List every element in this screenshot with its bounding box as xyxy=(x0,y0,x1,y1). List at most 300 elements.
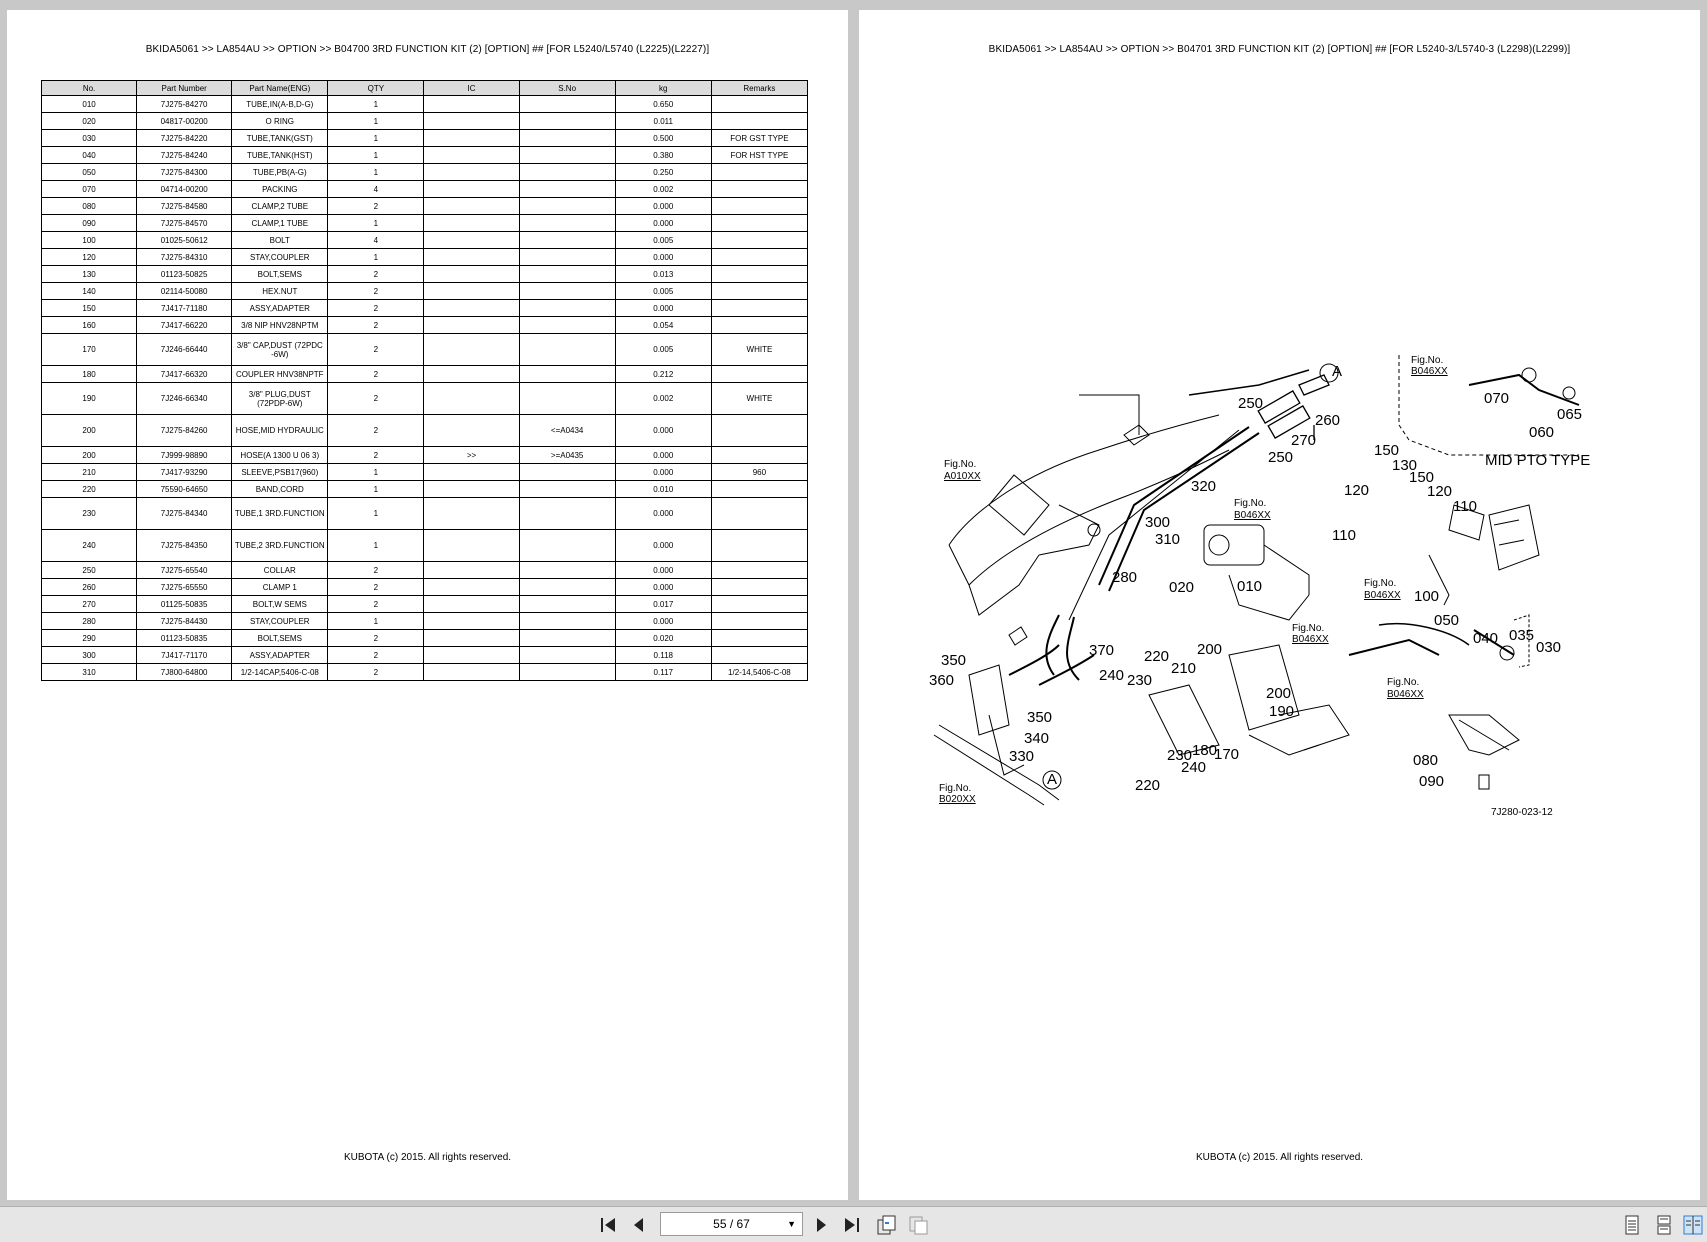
table-row xyxy=(42,300,808,317)
table-cell-no: 290 xyxy=(42,630,137,647)
table-cell-ic xyxy=(424,317,519,334)
table-cell-kg: 0.020 xyxy=(615,630,711,647)
svg-text:070: 070 xyxy=(1484,390,1510,407)
chevron-down-icon[interactable]: ▼ xyxy=(787,1219,796,1229)
table-cell-sno xyxy=(519,647,615,664)
svg-text:110: 110 xyxy=(1453,498,1477,515)
page-number-field[interactable] xyxy=(660,1212,803,1236)
table-cell-sno xyxy=(519,383,615,415)
svg-text:A: A xyxy=(1332,363,1343,380)
table-cell-ic xyxy=(424,300,519,317)
column-header: No. xyxy=(42,81,137,96)
table-cell-remarks xyxy=(711,113,807,130)
continuous-view-icon[interactable] xyxy=(1652,1213,1676,1237)
table-cell-sno xyxy=(519,664,615,681)
table-cell-kg: 0.000 xyxy=(615,498,711,530)
table-cell-ic: >> xyxy=(424,447,519,464)
table-cell-part: 7J275-84570 xyxy=(137,215,232,232)
table-cell-ic xyxy=(424,664,519,681)
table-cell-part: 7J246-66340 xyxy=(137,383,232,415)
svg-text:370: 370 xyxy=(1089,642,1115,659)
page-header: BKIDA5061 >> LA854AU >> OPTION >> B04701 3RD FUNCTION KIT (2) [OPTION] ## [FOR L5240-3/L5740-3 (L2298)(L2299)] xyxy=(988,44,1571,55)
svg-text:230: 230 xyxy=(1167,747,1193,764)
left-page xyxy=(7,10,848,1200)
table-cell-no: 160 xyxy=(42,317,137,334)
svg-text:120: 120 xyxy=(1344,482,1370,499)
table-cell-name: HOSE(A 1300 U 06 3) xyxy=(232,447,328,464)
table-cell-name: HOSE,MID HYDRAULIC xyxy=(232,415,328,447)
table-cell-sno xyxy=(519,530,615,562)
table-row xyxy=(42,415,808,447)
table-cell-name: CLAMP 1 xyxy=(232,579,328,596)
table-cell-remarks xyxy=(711,283,807,300)
table-row xyxy=(42,130,808,147)
table-cell-ic xyxy=(424,596,519,613)
table-cell-part: 7J417-71170 xyxy=(137,647,232,664)
table-cell-kg: 0.500 xyxy=(615,130,711,147)
table-cell-ic xyxy=(424,334,519,366)
table-row xyxy=(42,481,808,498)
first-page-icon[interactable] xyxy=(596,1213,620,1237)
table-cell-name: BOLT xyxy=(232,232,328,249)
table-cell-qty: 2 xyxy=(328,198,424,215)
table-cell-kg: 0.005 xyxy=(615,283,711,300)
table-cell-ic xyxy=(424,630,519,647)
table-cell-name: STAY,COUPLER xyxy=(232,613,328,630)
table-cell-no: 100 xyxy=(42,232,137,249)
table-cell-no: 220 xyxy=(42,481,137,498)
svg-text:200: 200 xyxy=(1197,641,1223,658)
table-cell-remarks: 960 xyxy=(711,464,807,481)
column-header: S.No xyxy=(519,81,615,96)
table-cell-ic xyxy=(424,415,519,447)
table-cell-part: 02114-50080 xyxy=(137,283,232,300)
svg-text:010: 010 xyxy=(1237,578,1263,595)
svg-text:Fig.No.: Fig.No. xyxy=(1292,623,1325,634)
table-cell-kg: 0.118 xyxy=(615,647,711,664)
table-cell-ic xyxy=(424,147,519,164)
table-cell-ic xyxy=(424,562,519,579)
svg-text:220: 220 xyxy=(1135,777,1161,794)
table-body xyxy=(42,96,808,681)
table-cell-remarks xyxy=(711,498,807,530)
table-cell-ic xyxy=(424,613,519,630)
two-page-view-icon[interactable] xyxy=(1682,1213,1704,1237)
table-cell-name: COUPLER HNV38NPTF xyxy=(232,366,328,383)
table-cell-sno xyxy=(519,147,615,164)
table-cell-sno xyxy=(519,498,615,530)
svg-text:110: 110 xyxy=(1332,527,1356,544)
column-header: IC xyxy=(424,81,519,96)
table-cell-qty: 2 xyxy=(328,300,424,317)
table-cell-kg: 0.013 xyxy=(615,266,711,283)
table-row xyxy=(42,630,808,647)
table-cell-kg: 0.000 xyxy=(615,215,711,232)
single-page-view-icon[interactable] xyxy=(1620,1213,1644,1237)
svg-text:300: 300 xyxy=(1145,514,1171,531)
table-cell-qty: 1 xyxy=(328,498,424,530)
table-cell-remarks xyxy=(711,164,807,181)
table-cell-kg: 0.000 xyxy=(615,198,711,215)
table-row xyxy=(42,383,808,415)
table-cell-no: 120 xyxy=(42,249,137,266)
table-row xyxy=(42,664,808,681)
column-header: Part Number xyxy=(137,81,232,96)
svg-text:Fig.No.: Fig.No. xyxy=(944,459,977,470)
table-row xyxy=(42,198,808,215)
table-cell-qty: 2 xyxy=(328,283,424,300)
table-cell-remarks xyxy=(711,415,807,447)
svg-text:240: 240 xyxy=(1181,759,1207,776)
table-row xyxy=(42,579,808,596)
table-cell-qty: 1 xyxy=(328,215,424,232)
table-cell-sno xyxy=(519,596,615,613)
rotate-icon[interactable] xyxy=(874,1213,898,1237)
table-cell-remarks xyxy=(711,249,807,266)
table-row xyxy=(42,283,808,300)
table-cell-sno xyxy=(519,96,615,113)
table-row xyxy=(42,96,808,113)
table-cell-sno xyxy=(519,249,615,266)
table-cell-remarks xyxy=(711,215,807,232)
table-cell-qty: 1 xyxy=(328,530,424,562)
svg-text:B046XX: B046XX xyxy=(1411,366,1448,377)
table-cell-kg: 0.000 xyxy=(615,613,711,630)
table-cell-no: 250 xyxy=(42,562,137,579)
table-cell-sno: <=A0434 xyxy=(519,415,615,447)
svg-text:A: A xyxy=(1047,771,1058,788)
svg-text:150: 150 xyxy=(1409,469,1435,486)
page-footer: KUBOTA (c) 2015. All rights reserved. xyxy=(343,1152,512,1163)
svg-text:260: 260 xyxy=(1315,412,1341,429)
table-cell-ic xyxy=(424,647,519,664)
table-row xyxy=(42,147,808,164)
table-cell-remarks xyxy=(711,481,807,498)
table-cell-sno xyxy=(519,613,615,630)
table-cell-ic xyxy=(424,530,519,562)
table-cell-remarks xyxy=(711,317,807,334)
table-row xyxy=(42,447,808,464)
table-row xyxy=(42,613,808,630)
table-cell-remarks: 1/2-14,5406-C-08 xyxy=(711,664,807,681)
table-cell-ic xyxy=(424,283,519,300)
table-cell-part: 01025-50612 xyxy=(137,232,232,249)
table-row xyxy=(42,366,808,383)
svg-text:210: 210 xyxy=(1171,660,1197,677)
table-cell-no: 140 xyxy=(42,283,137,300)
svg-text:240: 240 xyxy=(1099,667,1125,684)
table-cell-no: 310 xyxy=(42,664,137,681)
table-cell-part: 7J275-65550 xyxy=(137,579,232,596)
table-cell-sno xyxy=(519,317,615,334)
table-cell-qty: 1 xyxy=(328,113,424,130)
svg-text:150: 150 xyxy=(1374,442,1400,459)
table-cell-no: 210 xyxy=(42,464,137,481)
table-cell-kg: 0.002 xyxy=(615,181,711,198)
table-row xyxy=(42,498,808,530)
table-cell-name: CLAMP,2 TUBE xyxy=(232,198,328,215)
table-cell-kg: 0.005 xyxy=(615,334,711,366)
table-cell-part: 7J275-84220 xyxy=(137,130,232,147)
svg-text:230: 230 xyxy=(1127,672,1153,689)
table-cell-name: TUBE,PB(A-G) xyxy=(232,164,328,181)
table-cell-name: O RING xyxy=(232,113,328,130)
table-cell-remarks xyxy=(711,647,807,664)
table-cell-remarks: FOR HST TYPE xyxy=(711,147,807,164)
table-cell-part: 7J275-84430 xyxy=(137,613,232,630)
table-cell-name: BOLT,W SEMS xyxy=(232,596,328,613)
svg-text:120: 120 xyxy=(1427,483,1453,500)
table-cell-part: 7J275-84270 xyxy=(137,96,232,113)
table-cell-name: 3/8" PLUG,DUST (72PDP-6W) xyxy=(232,383,328,415)
table-cell-ic xyxy=(424,579,519,596)
svg-text:020: 020 xyxy=(1169,579,1195,596)
exploded-parts-diagram xyxy=(929,355,1659,895)
right-page xyxy=(859,10,1700,1200)
svg-text:Fig.No.: Fig.No. xyxy=(939,783,972,794)
table-cell-no: 150 xyxy=(42,300,137,317)
table-cell-ic xyxy=(424,215,519,232)
table-cell-qty: 2 xyxy=(328,630,424,647)
svg-text:280: 280 xyxy=(1112,569,1138,586)
table-cell-sno xyxy=(519,579,615,596)
table-cell-name: BOLT,SEMS xyxy=(232,630,328,647)
table-cell-qty: 2 xyxy=(328,447,424,464)
svg-text:250: 250 xyxy=(1238,395,1264,412)
svg-text:B046XX: B046XX xyxy=(1234,510,1271,521)
table-cell-kg: 0.650 xyxy=(615,96,711,113)
svg-text:350: 350 xyxy=(941,652,967,669)
table-cell-qty: 4 xyxy=(328,232,424,249)
svg-text:180: 180 xyxy=(1192,742,1218,759)
table-cell-sno xyxy=(519,562,615,579)
table-cell-kg: 0.000 xyxy=(615,464,711,481)
table-cell-qty: 1 xyxy=(328,464,424,481)
page-indicator: 55 / 67 xyxy=(713,1217,750,1231)
table-cell-name: TUBE,TANK(HST) xyxy=(232,147,328,164)
table-cell-no: 030 xyxy=(42,130,137,147)
drawing-number: 7J280-023-12 xyxy=(1491,807,1553,818)
table-cell-qty: 2 xyxy=(328,579,424,596)
table-cell-name: ASSY,ADAPTER xyxy=(232,647,328,664)
table-cell-name: 3/8 NIP HNV28NPTM xyxy=(232,317,328,334)
svg-text:B046XX: B046XX xyxy=(1292,634,1329,645)
table-row xyxy=(42,232,808,249)
table-cell-no: 180 xyxy=(42,366,137,383)
table-cell-part: 04817-00200 xyxy=(137,113,232,130)
table-cell-no: 240 xyxy=(42,530,137,562)
table-cell-part: 7J999-98890 xyxy=(137,447,232,464)
table-cell-part: 04714-00200 xyxy=(137,181,232,198)
table-cell-kg: 0.000 xyxy=(615,415,711,447)
table-cell-sno xyxy=(519,130,615,147)
table-cell-sno xyxy=(519,334,615,366)
svg-text:190: 190 xyxy=(1269,703,1295,720)
table-cell-qty: 2 xyxy=(328,664,424,681)
table-cell-no: 130 xyxy=(42,266,137,283)
table-cell-sno xyxy=(519,164,615,181)
table-cell-part: 7J275-65540 xyxy=(137,562,232,579)
table-cell-qty: 2 xyxy=(328,647,424,664)
table-cell-no: 260 xyxy=(42,579,137,596)
table-cell-kg: 0.000 xyxy=(615,249,711,266)
table-cell-kg: 0.000 xyxy=(615,562,711,579)
table-cell-qty: 2 xyxy=(328,334,424,366)
table-cell-no: 050 xyxy=(42,164,137,181)
table-cell-part: 7J417-66320 xyxy=(137,366,232,383)
table-cell-ic xyxy=(424,198,519,215)
table-cell-ic xyxy=(424,266,519,283)
svg-text:Fig.No.: Fig.No. xyxy=(1387,677,1420,688)
svg-text:060: 060 xyxy=(1529,424,1555,441)
table-cell-part: 7J246-66440 xyxy=(137,334,232,366)
table-cell-part: 7J417-66220 xyxy=(137,317,232,334)
table-cell-sno xyxy=(519,464,615,481)
table-cell-qty: 2 xyxy=(328,317,424,334)
table-cell-kg: 0.000 xyxy=(615,300,711,317)
table-cell-ic xyxy=(424,130,519,147)
table-cell-kg: 0.005 xyxy=(615,232,711,249)
table-cell-name: BAND,CORD xyxy=(232,481,328,498)
table-cell-remarks: WHITE xyxy=(711,383,807,415)
table-cell-name: 3/8" CAP,DUST (72PDC -6W) xyxy=(232,334,328,366)
table-cell-sno xyxy=(519,630,615,647)
table-cell-no: 300 xyxy=(42,647,137,664)
table-row xyxy=(42,464,808,481)
table-cell-sno xyxy=(519,232,615,249)
table-cell-sno xyxy=(519,300,615,317)
table-cell-remarks xyxy=(711,630,807,647)
table-cell-kg: 0.000 xyxy=(615,530,711,562)
table-cell-remarks xyxy=(711,596,807,613)
table-cell-part: 01123-50825 xyxy=(137,266,232,283)
column-header: Part Name(ENG) xyxy=(232,81,328,96)
table-row xyxy=(42,181,808,198)
table-cell-part: 01125-50835 xyxy=(137,596,232,613)
table-cell-remarks xyxy=(711,266,807,283)
table-cell-part: 7J417-93290 xyxy=(137,464,232,481)
table-row xyxy=(42,215,808,232)
svg-text:200: 200 xyxy=(1266,685,1292,702)
table-row xyxy=(42,596,808,613)
table-cell-ic xyxy=(424,464,519,481)
table-cell-kg: 0.054 xyxy=(615,317,711,334)
table-cell-sno xyxy=(519,283,615,300)
table-cell-remarks xyxy=(711,232,807,249)
table-cell-qty: 1 xyxy=(328,613,424,630)
viewer-toolbar xyxy=(0,1206,1707,1242)
svg-text:130: 130 xyxy=(1392,457,1418,474)
svg-text:B046XX: B046XX xyxy=(1387,689,1424,700)
table-cell-no: 280 xyxy=(42,613,137,630)
table-cell-name: TUBE,1 3RD.FUNCTION xyxy=(232,498,328,530)
table-cell-kg: 0.017 xyxy=(615,596,711,613)
table-cell-part: 7J275-84580 xyxy=(137,198,232,215)
table-cell-name: TUBE,IN(A-B,D-G) xyxy=(232,96,328,113)
table-cell-name: ASSY,ADAPTER xyxy=(232,300,328,317)
table-cell-remarks xyxy=(711,613,807,630)
column-header: Remarks xyxy=(711,81,807,96)
table-cell-qty: 2 xyxy=(328,383,424,415)
table-cell-no: 070 xyxy=(42,181,137,198)
table-cell-sno xyxy=(519,481,615,498)
page-header: BKIDA5061 >> LA854AU >> OPTION >> B04700 3RD FUNCTION KIT (2) [OPTION] ## [FOR L5240/L5740 (L2225)(L2227)] xyxy=(145,44,710,55)
column-header: QTY xyxy=(328,81,424,96)
table-cell-name: COLLAR xyxy=(232,562,328,579)
svg-text:360: 360 xyxy=(929,672,955,689)
svg-text:030: 030 xyxy=(1536,639,1562,656)
column-header: kg xyxy=(615,81,711,96)
svg-text:Fig.No.: Fig.No. xyxy=(1411,355,1444,366)
svg-text:330: 330 xyxy=(1009,748,1035,765)
table-cell-name: 1/2-14CAP,5406-C-08 xyxy=(232,664,328,681)
table-cell-qty: 2 xyxy=(328,366,424,383)
table-cell-part: 7J275-84310 xyxy=(137,249,232,266)
table-row xyxy=(42,317,808,334)
table-row xyxy=(42,249,808,266)
table-cell-ic xyxy=(424,366,519,383)
table-cell-qty: 1 xyxy=(328,481,424,498)
table-cell-remarks: FOR GST TYPE xyxy=(711,130,807,147)
svg-text:270: 270 xyxy=(1291,432,1317,449)
table-cell-part: 7J417-71180 xyxy=(137,300,232,317)
table-cell-name: SLEEVE,PSB17(960) xyxy=(232,464,328,481)
next-page-icon[interactable] xyxy=(809,1213,833,1237)
table-cell-kg: 0.010 xyxy=(615,481,711,498)
table-cell-qty: 4 xyxy=(328,181,424,198)
svg-text:B020XX: B020XX xyxy=(939,794,976,805)
last-page-icon[interactable] xyxy=(840,1213,864,1237)
table-cell-part: 7J275-84300 xyxy=(137,164,232,181)
svg-text:Fig.No.: Fig.No. xyxy=(1364,578,1397,589)
svg-text:320: 320 xyxy=(1191,478,1217,495)
table-cell-no: 080 xyxy=(42,198,137,215)
table-cell-sno: >=A0435 xyxy=(519,447,615,464)
table-cell-kg: 0.380 xyxy=(615,147,711,164)
table-cell-remarks xyxy=(711,181,807,198)
svg-text:Fig.No.: Fig.No. xyxy=(1234,498,1267,509)
table-cell-sno xyxy=(519,181,615,198)
page-footer: KUBOTA (c) 2015. All rights reserved. xyxy=(1195,1152,1364,1163)
table-cell-remarks xyxy=(711,96,807,113)
table-cell-part: 7J800-64800 xyxy=(137,664,232,681)
table-cell-kg: 0.117 xyxy=(615,664,711,681)
table-header-row xyxy=(42,81,808,96)
table-cell-kg: 0.002 xyxy=(615,383,711,415)
svg-text:A010XX: A010XX xyxy=(944,471,981,482)
copy-icon[interactable] xyxy=(906,1213,930,1237)
table-cell-part: 7J275-84240 xyxy=(137,147,232,164)
table-cell-part: 7J275-84350 xyxy=(137,530,232,562)
table-row xyxy=(42,530,808,562)
table-cell-part: 7J275-84340 xyxy=(137,498,232,530)
previous-page-icon[interactable] xyxy=(627,1213,651,1237)
table-cell-no: 190 xyxy=(42,383,137,415)
parts-table xyxy=(41,80,808,681)
table-cell-sno xyxy=(519,266,615,283)
table-cell-name: HEX.NUT xyxy=(232,283,328,300)
table-cell-no: 010 xyxy=(42,96,137,113)
table-cell-no: 230 xyxy=(42,498,137,530)
svg-text:170: 170 xyxy=(1214,746,1240,763)
table-cell-ic xyxy=(424,232,519,249)
table-cell-name: BOLT,SEMS xyxy=(232,266,328,283)
table-cell-remarks xyxy=(711,300,807,317)
table-cell-sno xyxy=(519,198,615,215)
table-cell-no: 200 xyxy=(42,447,137,464)
table-cell-part: 01123-50835 xyxy=(137,630,232,647)
table-cell-remarks xyxy=(711,579,807,596)
